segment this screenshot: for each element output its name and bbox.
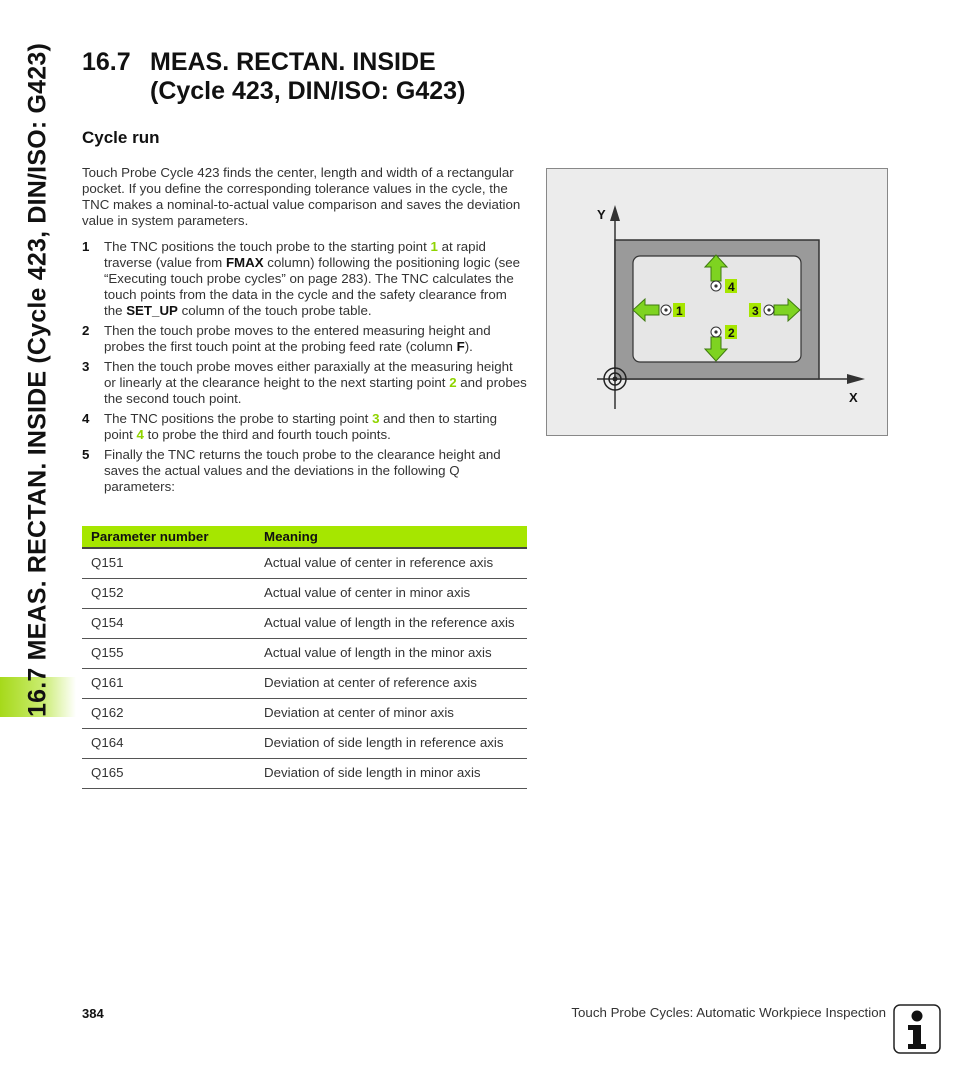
param-meaning: Actual value of center in reference axis [255,548,527,579]
table-row [82,579,527,609]
step-item [82,411,528,443]
param-number: Q155 [82,639,255,669]
footer-title: Touch Probe Cycles: Automatic Workpiece Inspection [571,1005,886,1020]
step-item [82,359,528,407]
param-number: Q161 [82,669,255,699]
title-line2: (Cycle 423, DIN/ISO: G423) [150,77,466,105]
table-row [82,759,527,789]
section-heading: Cycle run [82,128,160,147]
svg-text:2: 2 [728,326,735,340]
step-text: The TNC positions the touch probe to the starting point 1 at rapid traverse (value from FMAX column) following the positioning logic (see “Executing touch probe cycles” on page 283). The TNC calculates the touch points from the data in the cycle and the safety clearance from the SET_UP column of the touch probe table. [104,239,521,318]
param-number: Q152 [82,579,255,609]
datum-dot-icon [613,377,618,382]
step-item [82,323,528,355]
step-number: 2 [82,323,90,338]
title-line1: MEAS. RECTAN. INSIDE [150,48,436,76]
chapter-side-tab [0,0,76,1091]
side-tab-text: 16.7 MEAS. RECTAN. INSIDE (Cycle 423, DIN/ISO: G423) [23,42,52,718]
q-parameter-table [82,526,527,789]
step-list [82,239,528,499]
param-meaning: Deviation of side length in minor axis [255,759,527,789]
table-row [82,548,527,579]
x-axis-arrow-icon [847,374,865,384]
table-row [82,639,527,669]
step-number: 4 [82,411,90,426]
step-text: Then the touch probe moves either paraxially at the measuring height or linearly at the clearance height to the next starting point 2 and probes the second touch point. [104,359,527,406]
step-number: 1 [82,239,90,254]
param-meaning: Deviation at center of reference axis [255,669,527,699]
param-number: Q165 [82,759,255,789]
intro-paragraph: Touch Probe Cycle 423 finds the center, length and width of a rectangular pocket. If you define the corresponding tolerance values in the cycle, the TNC makes a nominal-to-actual value comparison and saves the deviation value in system parameters. [82,165,521,228]
param-number: Q164 [82,729,255,759]
step-number: 5 [82,447,90,462]
table-row [82,699,527,729]
param-meaning: Actual value of length in the reference axis [255,609,527,639]
page-number: 384 [82,1006,104,1021]
y-axis-arrow-icon [610,205,620,221]
table-row [82,609,527,639]
table-row [82,669,527,699]
param-number: Q162 [82,699,255,729]
param-number: Q151 [82,548,255,579]
param-meaning: Actual value of center in minor axis [255,579,527,609]
probe-diagram [546,168,888,436]
svg-text:1: 1 [676,304,683,318]
page-title [82,48,465,106]
title-number: 16.7 [82,48,131,76]
param-meaning: Deviation at center of minor axis [255,699,527,729]
step-number: 3 [82,359,90,374]
svg-text:4: 4 [728,280,735,294]
y-axis-label: Y [597,207,606,222]
x-axis-label: X [849,390,858,405]
step-text: The TNC positions the probe to starting point 3 and then to starting point 4 to probe the third and fourth touch points. [104,411,498,442]
column-header: Meaning [255,526,527,548]
table-header-row [82,526,527,548]
step-item [82,447,528,495]
step-text: Finally the TNC returns the touch probe to the clearance height and saves the actual values and the deviations in the following Q parameters: [104,447,501,494]
param-meaning: Deviation of side length in reference axis [255,729,527,759]
step-item [82,239,528,319]
step-text: Then the touch probe moves to the entered measuring height and probes the first touch point at the probing feed rate (column F). [104,323,491,354]
info-icon [893,1004,941,1054]
param-meaning: Actual value of length in the minor axis [255,639,527,669]
param-number: Q154 [82,609,255,639]
column-header: Parameter number [82,526,255,548]
svg-text:3: 3 [752,304,759,318]
table-row [82,729,527,759]
